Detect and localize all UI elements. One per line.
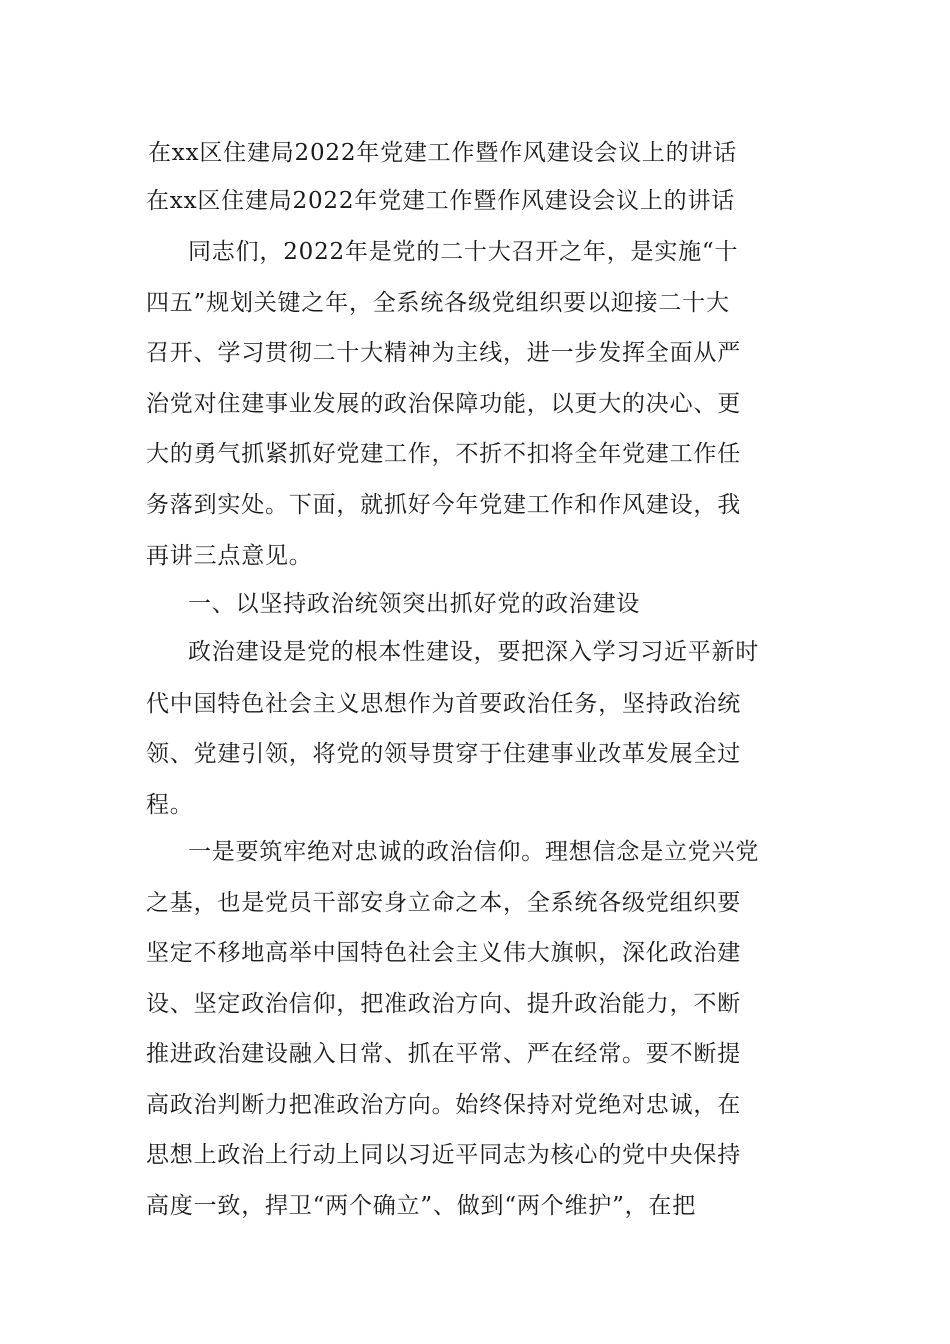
paragraph-line: 程。: [146, 792, 194, 818]
paragraph-line: 推进政治建设融入日常、抓在平常、严在经常。要不断提: [146, 1041, 741, 1067]
paragraph-line: 召开、学习贯彻二十大精神为主线，进一步发挥全面从严: [146, 340, 741, 366]
paragraph-line: 代中国特色社会主义思想作为首要政治任务，坚持政治统: [146, 691, 741, 717]
paragraph-line: 政治建设是党的根本性建设，要把深入学习习近平新时: [188, 639, 760, 665]
paragraph-line: 设、坚定政治信仰，把准政治方向、提升政治能力，不断: [146, 991, 741, 1017]
paragraph-line: 坚定不移地高举中国特色社会主义伟大旗帜，深化政治建: [146, 940, 741, 966]
document-title-repeat: 在xx区住建局2022年党建工作暨作风建设会议上的讲话: [146, 188, 736, 214]
paragraph-line: 一是要筑牢绝对忠诚的政治信仰。理想信念是立党兴党: [188, 839, 760, 865]
section-heading: 一、以坚持政治统领突出抓好党的政治建设: [188, 591, 641, 617]
paragraph-line: 大的勇气抓紧抓好党建工作，不折不扣将全年党建工作任: [146, 441, 741, 467]
paragraph-line: 四五”规划关键之年，全系统各级党组织要以迎接二十大: [146, 290, 730, 316]
paragraph-line: 同志们，2022年是党的二十大召开之年，是实施“十: [188, 239, 739, 265]
paragraph-line: 治党对住建事业发展的政治保障功能，以更大的决心、更: [146, 391, 741, 417]
paragraph-line: 高政治判断力把准政治方向。始终保持对党绝对忠诚，在: [146, 1092, 741, 1118]
document-title: 在xx区住建局2022年党建工作暨作风建设会议上的讲话: [148, 140, 738, 166]
paragraph-line: 之基，也是党员干部安身立命之本，全系统各级党组织要: [146, 890, 741, 916]
paragraph-line: 领、党建引领，将党的领导贯穿于住建事业改革发展全过: [146, 741, 741, 767]
paragraph-line: 思想上政治上行动上同以习近平同志为核心的党中央保持: [146, 1142, 741, 1168]
paragraph-line: 高度一致，捍卫“两个确立”、做到“两个维护”，在把: [146, 1193, 697, 1219]
paragraph-line: 再讲三点意见。: [146, 543, 313, 569]
paragraph-line: 务落到实处。下面，就抓好今年党建工作和作风建设，我: [146, 492, 741, 518]
